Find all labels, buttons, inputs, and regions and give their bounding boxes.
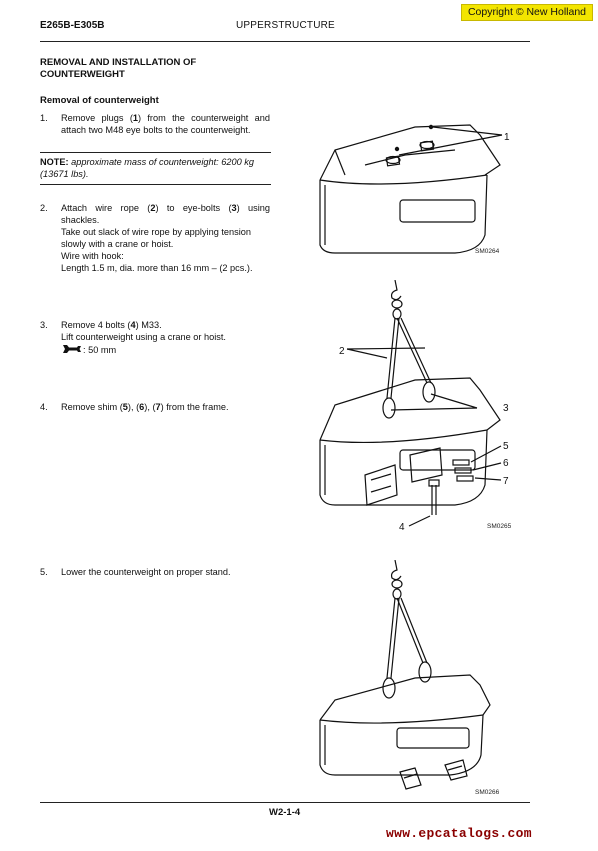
step-text: Remove 4 bolts (4) M33.	[61, 320, 162, 330]
step-4	[40, 401, 272, 415]
header-model: E265B-E305B	[40, 20, 105, 31]
wrench-size: : 50 mm	[83, 345, 117, 355]
header-section: UPPERSTRUCTURE	[236, 20, 335, 31]
step-text: Remove plugs (1) from the counterweight and attach two M48 eye bolts to the counterweight.	[61, 113, 271, 135]
page-number: W2-1-4	[269, 807, 301, 818]
figure-code: SM0266	[475, 789, 500, 796]
plug-marker	[429, 125, 433, 129]
header-rule	[40, 41, 530, 42]
step-text: Lower the counterweight on proper stand.	[61, 567, 231, 577]
callout-2: 2	[339, 346, 345, 357]
note-text: approximate mass of counterweight: 6200 kg (13671 lbs).	[40, 157, 254, 179]
page-title: REMOVAL AND INSTALLATION OF COUNTERWEIGHT	[40, 57, 197, 80]
copyright-badge: Copyright © New Holland	[461, 4, 593, 21]
step-number: 3.	[40, 320, 48, 330]
step-line: Length 1.5 m, dia. more than 16 mm – (2 pcs.).	[61, 263, 253, 273]
step-number: 5.	[40, 567, 48, 577]
note-box	[40, 152, 271, 185]
step-line: Wire with hook:	[61, 251, 124, 261]
site-watermark: www.epcatalogs.com	[386, 826, 532, 841]
figure-counterweight-lift	[305, 280, 530, 540]
section-subtitle: Removal of counterweight	[40, 95, 159, 106]
figure-counterweight-plugs	[305, 105, 530, 260]
step-number: 1.	[40, 113, 48, 123]
callout-1: 1	[504, 132, 510, 143]
callout-5: 5	[503, 441, 509, 452]
step-number: 2.	[40, 203, 48, 213]
wrench-icon	[62, 343, 82, 355]
step-2	[40, 202, 272, 277]
figure-code: SM0264	[475, 248, 500, 255]
callout-4: 4	[399, 522, 405, 533]
step-text: Attach wire rope (2) to eye-bolts (3) using shackles.	[61, 203, 270, 225]
footer-rule	[40, 802, 530, 803]
note-label: NOTE:	[40, 157, 69, 167]
step-line: Lift counterweight using a crane or hoist.	[61, 332, 226, 342]
callout-3: 3	[503, 403, 509, 414]
figure-code: SM0265	[487, 523, 512, 530]
plug-marker	[395, 147, 399, 151]
step-line: Take out slack of wire rope by applying tension slowly with a crane or hoist.	[61, 227, 251, 249]
figure-counterweight-lower	[305, 560, 530, 800]
callout-7: 7	[503, 476, 509, 487]
step-1	[40, 112, 272, 138]
step-text: Remove shim (5), (6), (7) from the frame.	[61, 402, 229, 412]
step-3	[40, 319, 272, 345]
step-number: 4.	[40, 402, 48, 412]
step-5	[40, 566, 272, 580]
callout-6: 6	[503, 458, 509, 469]
